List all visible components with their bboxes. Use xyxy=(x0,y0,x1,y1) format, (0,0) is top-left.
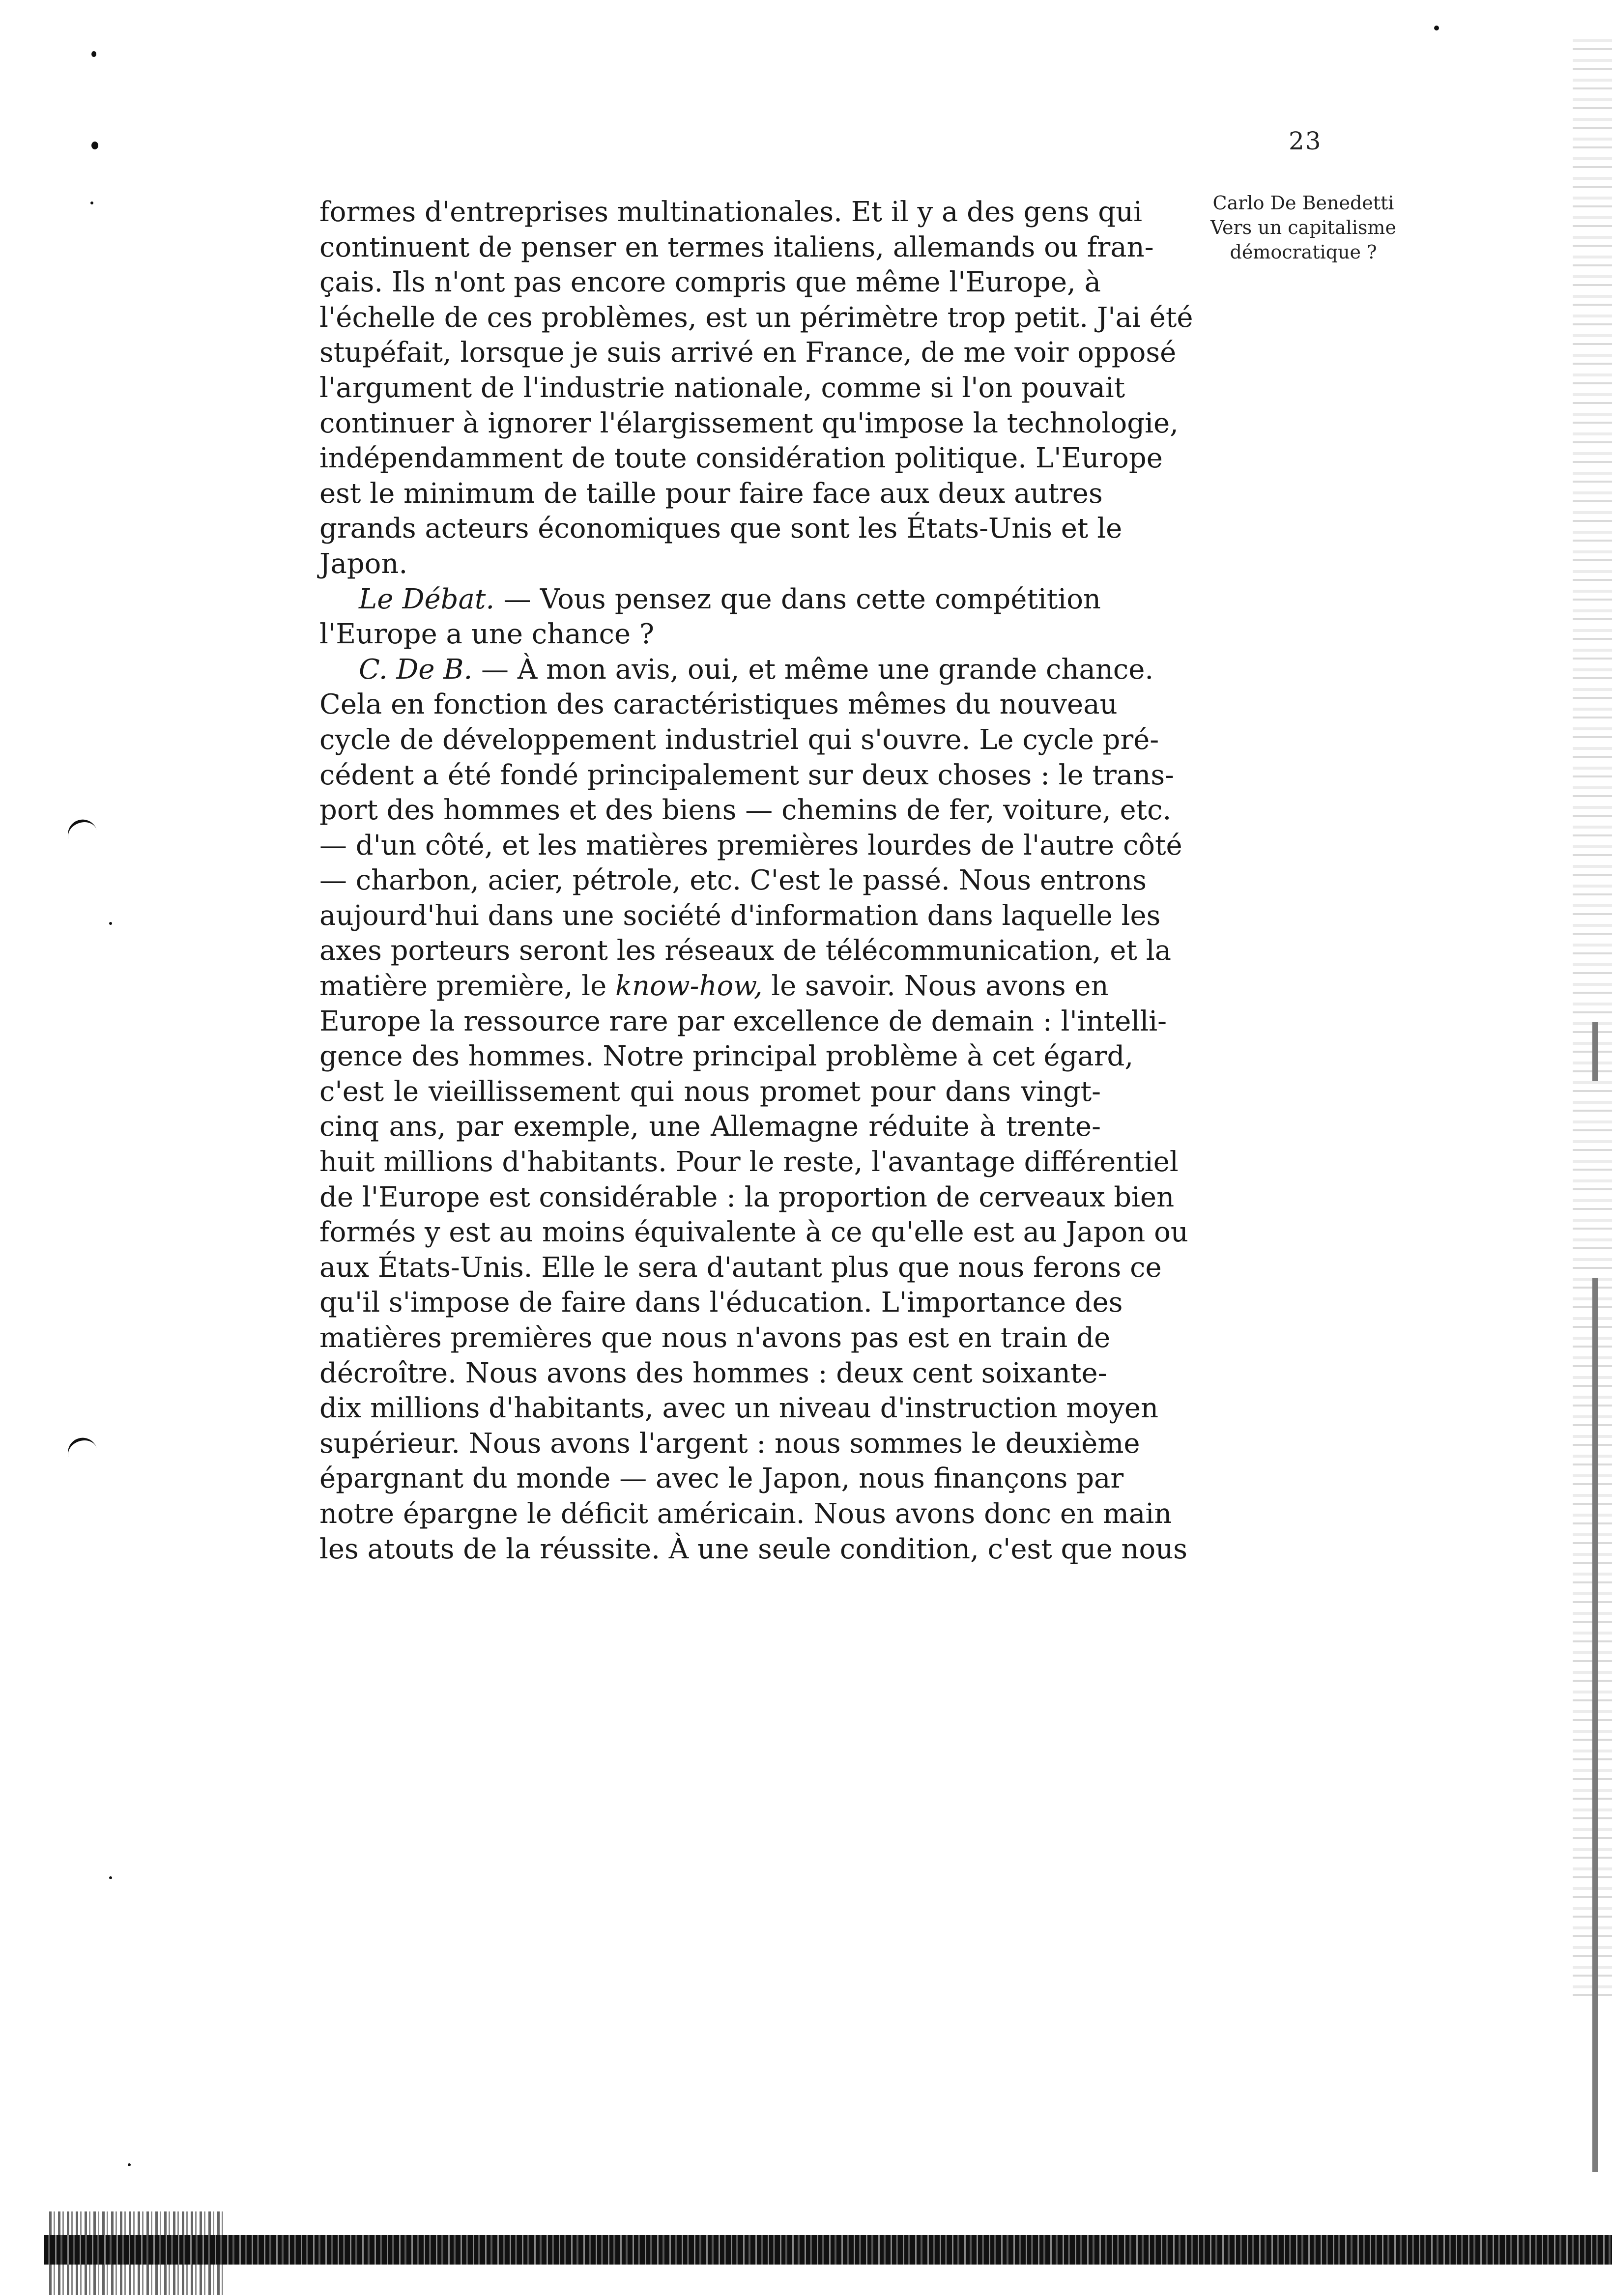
text-line xyxy=(319,1109,1101,1145)
speaker-label: Le Débat. xyxy=(359,583,495,615)
margin-bracket-mark xyxy=(64,816,99,846)
text-line xyxy=(319,441,1163,476)
text-segment: matière première, le xyxy=(319,970,616,1003)
text-line xyxy=(319,511,1123,546)
text-segment: çais. Ils n'ont pas encore compris que même l'Europe, à xyxy=(319,266,1101,299)
text-line xyxy=(319,546,1101,582)
text-segment: axes porteurs seront les réseaux de télécommunication, et la xyxy=(319,935,1172,967)
text-segment: — charbon, acier, pétrole, etc. C'est le passé. Nous entrons xyxy=(319,864,1147,897)
text-line xyxy=(319,406,1179,441)
text-line xyxy=(319,1215,1188,1250)
scan-speck xyxy=(128,2163,131,2166)
text-line xyxy=(319,1250,1162,1286)
text-segment: Japon. xyxy=(319,547,408,580)
scan-speck xyxy=(90,201,93,204)
text-line xyxy=(319,933,1172,969)
text-line xyxy=(319,195,1143,230)
text-line xyxy=(319,371,1125,406)
text-segment: cycle de développement industriel qui s'ouvre. Le cycle pré- xyxy=(319,723,1159,756)
text-line xyxy=(319,617,1101,652)
text-segment: grands acteurs économiques que sont les États-Unis et le xyxy=(319,513,1123,545)
text-segment: stupéfait, lorsque je suis arrivé en France, de me voir opposé xyxy=(319,337,1177,369)
text-line xyxy=(319,969,1109,1004)
text-segment: formés y est au moins équivalente à ce qu'elle est au Japon ou xyxy=(319,1216,1188,1249)
text-segment: indépendamment de toute considération politique. L'Europe xyxy=(319,442,1163,475)
text-line xyxy=(319,1145,1179,1180)
text-segment: qu'il s'impose de faire dans l'éducation. L'importance des xyxy=(319,1287,1123,1319)
text-line xyxy=(319,758,1174,793)
scan-speck xyxy=(91,142,98,149)
text-segment: cinq ans, par exemple, une Allemagne réduite à trente- xyxy=(319,1111,1101,1143)
text-line xyxy=(319,898,1161,934)
text-line xyxy=(319,1180,1175,1215)
text-segment: supérieur. Nous avons l'argent : nous sommes le deuxième xyxy=(319,1427,1140,1460)
text-line xyxy=(319,230,1154,265)
text-line xyxy=(319,722,1159,758)
text-segment: port des hommes et des biens — chemins de fer, voiture, etc. xyxy=(319,794,1172,827)
text-line xyxy=(319,582,1101,617)
text-line xyxy=(319,300,1193,336)
text-segment: formes d'entreprises multinationales. Et il y a des gens qui xyxy=(319,196,1143,228)
text-line xyxy=(319,793,1172,828)
body-text xyxy=(319,195,1193,1567)
text-segment: huit millions d'habitants. Pour le reste, l'avantage différentiel xyxy=(319,1146,1179,1178)
text-line xyxy=(319,687,1118,722)
text-segment: Europe la ressource rare par excellence de demain : l'intelli- xyxy=(319,1005,1167,1037)
margin-bracket-mark xyxy=(64,1434,99,1464)
scan-edge-bottom xyxy=(44,2235,1612,2265)
text-segment: continuer à ignorer l'élargissement qu'impose la technologie, xyxy=(319,407,1179,439)
running-head xyxy=(1166,191,1441,264)
text-line xyxy=(319,863,1147,898)
text-line xyxy=(319,1532,1187,1567)
text-line xyxy=(319,1391,1159,1426)
text-segment: continuent de penser en termes italiens, allemands ou fran- xyxy=(319,231,1154,263)
text-line xyxy=(319,265,1101,300)
text-segment: aujourd'hui dans une société d'information dans laquelle les xyxy=(319,899,1161,932)
running-head-author: Carlo De Benedetti xyxy=(1212,192,1394,214)
text-segment: de l'Europe est considérable : la proportion de cerveaux bien xyxy=(319,1181,1175,1213)
text-segment: dix millions d'habitants, avec un niveau d'instruction moyen xyxy=(319,1392,1159,1425)
text-line xyxy=(319,1004,1167,1039)
text-segment: — Vous pensez que dans cette compétition xyxy=(494,583,1101,615)
text-segment: c'est le vieillissement qui nous promet pour dans vingt- xyxy=(319,1075,1101,1108)
scan-speck xyxy=(91,51,96,57)
text-segment: les atouts de la réussite. À une seule condition, c'est que nous xyxy=(319,1533,1187,1565)
text-segment: notre épargne le déficit américain. Nous avons donc en main xyxy=(319,1497,1172,1530)
text-line xyxy=(319,1285,1123,1320)
text-segment: l'Europe a une chance ? xyxy=(319,618,654,651)
scan-edge-right xyxy=(1573,39,1612,2005)
text-segment: le savoir. Nous avons en xyxy=(762,970,1109,1003)
text-segment: — À mon avis, oui, et même une grande chance. xyxy=(472,653,1154,686)
text-segment: Cela en fonction des caractéristiques mêmes du nouveau xyxy=(319,689,1118,721)
text-segment: épargnant du monde — avec le Japon, nous finançons par xyxy=(319,1463,1124,1495)
text-line xyxy=(319,1039,1134,1074)
text-line xyxy=(319,1074,1101,1110)
running-head-title-line-2: démocratique ? xyxy=(1230,241,1377,263)
text-line xyxy=(319,652,1154,688)
text-line xyxy=(319,828,1182,863)
text-line xyxy=(319,1461,1124,1496)
text-segment: — d'un côté, et les matières premières lourdes de l'autre côté xyxy=(319,829,1182,861)
text-segment: l'échelle de ces problèmes, est un périmètre trop petit. J'ai été xyxy=(319,301,1193,334)
text-segment: aux États-Unis. Elle le sera d'autant plus que nous ferons ce xyxy=(319,1251,1162,1284)
scan-speck xyxy=(109,922,112,925)
text-segment: gence des hommes. Notre principal problème à cet égard, xyxy=(319,1040,1134,1073)
text-segment: l'argument de l'industrie nationale, comme si l'on pouvait xyxy=(319,372,1125,404)
text-line xyxy=(319,335,1177,371)
text-line xyxy=(319,1356,1107,1391)
text-segment: matières premières que nous n'avons pas est en train de xyxy=(319,1322,1111,1354)
page-number: 23 xyxy=(1289,127,1322,155)
speaker-label: C. De B. xyxy=(359,653,473,686)
scan-speck xyxy=(1434,26,1439,30)
text-segment: est le minimum de taille pour faire face aux deux autres xyxy=(319,477,1103,510)
text-line xyxy=(319,476,1101,512)
running-head-title-line-1: Vers un capitalisme xyxy=(1210,217,1396,238)
text-line xyxy=(319,1426,1140,1462)
italic-term: know-how, xyxy=(615,970,763,1003)
scan-speck xyxy=(109,1876,112,1879)
text-segment: cédent a été fondé principalement sur deux choses : le trans- xyxy=(319,759,1174,791)
text-line xyxy=(319,1496,1172,1532)
text-segment: décroître. Nous avons des hommes : deux cent soixante- xyxy=(319,1357,1107,1389)
text-line xyxy=(319,1320,1111,1356)
